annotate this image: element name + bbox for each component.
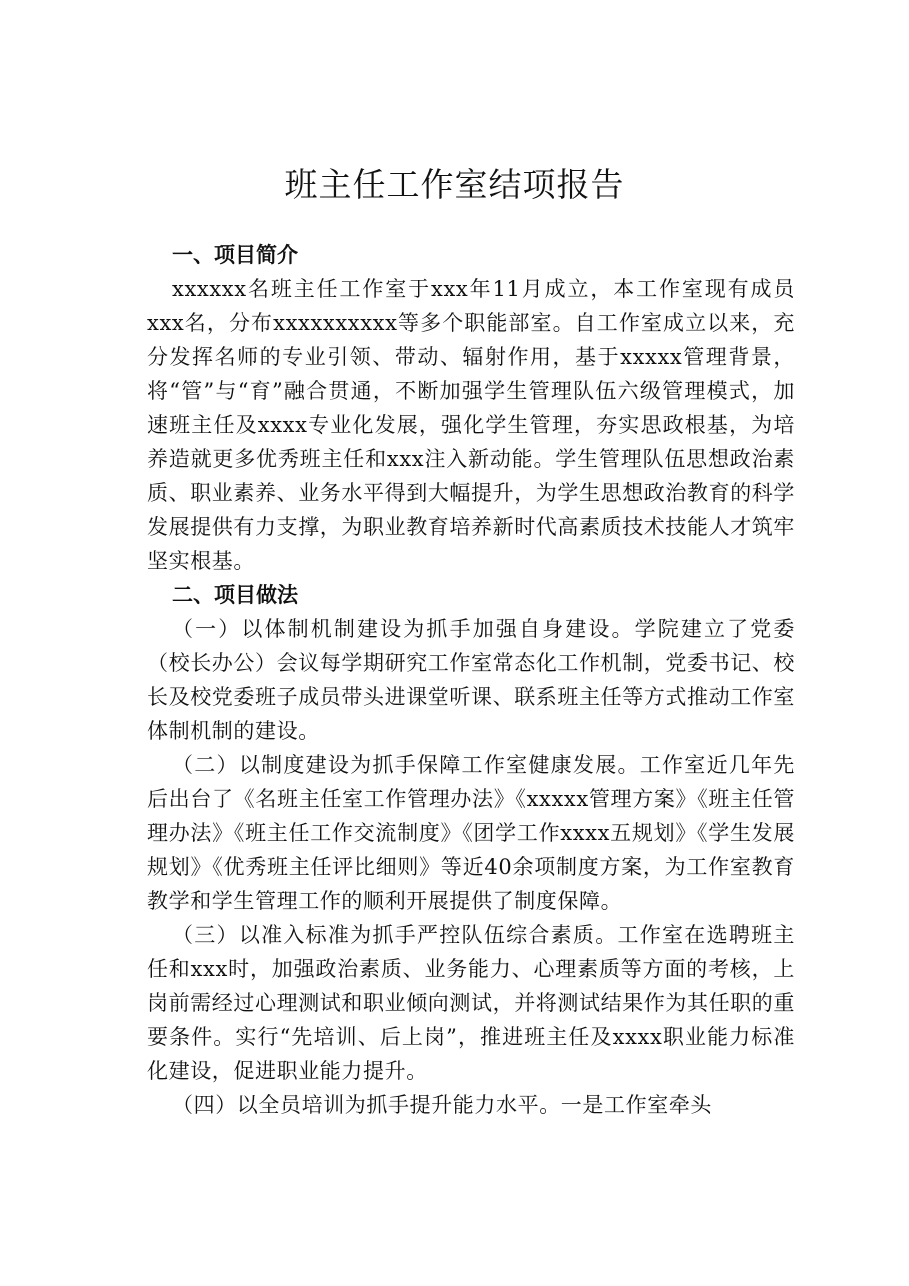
paragraph: （二）以制度建设为抓手保障工作室健康发展。工作室近几年先后出台了《名班主任室工作管理办法》《xxxxx管理方案》《班主任管理办法》《班主任工作交流制度》《团学工作xxxx五规划》《学生发展规划》《优秀班主任评比细则》等近40余项制度方案，为工作室教育教学和学生管理工作的顺利开展提供了制度保障。 [147, 753, 795, 913]
paragraph: （四）以全员培训为抓手提升能力水平。一是工作室牵头 [172, 1093, 712, 1117]
paragraph: （三）以准入标准为抓手严控队伍综合素质。工作室在选聘班主任和xxx时，加强政治素质、业务能力、心理素质等方面的考核，上岗前需经过心理测试和职业倾向测试，并将测试结果作为其任职的重要条件。实行“先培训、后上岗”，推进班主任及xxxx职业能力标准化建设，促进职业能力提升。 [147, 923, 795, 1083]
paragraph: （一）以体制机制建设为抓手加强自身建设。学院建立了党委（校长办公）会议每学期研究工作室常态化工作机制，党委书记、校长及校党委班子成员带头进课堂听课、联系班主任等方式推动工作室体制机制的建设。 [147, 617, 795, 743]
document-title: 班主任工作室结项报告 [284, 165, 625, 204]
section-overview [147, 238, 795, 578]
section-methods [147, 578, 795, 1122]
section-heading: 一、项目简介 [172, 243, 298, 267]
section-heading: 二、项目做法 [172, 583, 298, 607]
document-body [147, 238, 795, 1122]
paragraph: xxxxxx名班主任工作室于xxx年11月成立，本工作室现有成员xxx名，分布xxxxxxxxxx等多个职能部室。自工作室成立以来，充分发挥名师的专业引领、带动、辐射作用，基于xxxxx管理背景，将“管”与“育”融合贯通，不断加强学生管理队伍六级管理模式，加速班主任及xxxx专业化发展，强化学生管理，夯实思政根基，为培养造就更多优秀班主任和xxx注入新动能。学生管理队伍思想政治素质、职业素养、业务水平得到大幅提升，为学生思想政治教育的科学发展提供有力支撑，为职业教育培养新时代高素质技术技能人才筑牢坚实根基。 [147, 277, 795, 573]
